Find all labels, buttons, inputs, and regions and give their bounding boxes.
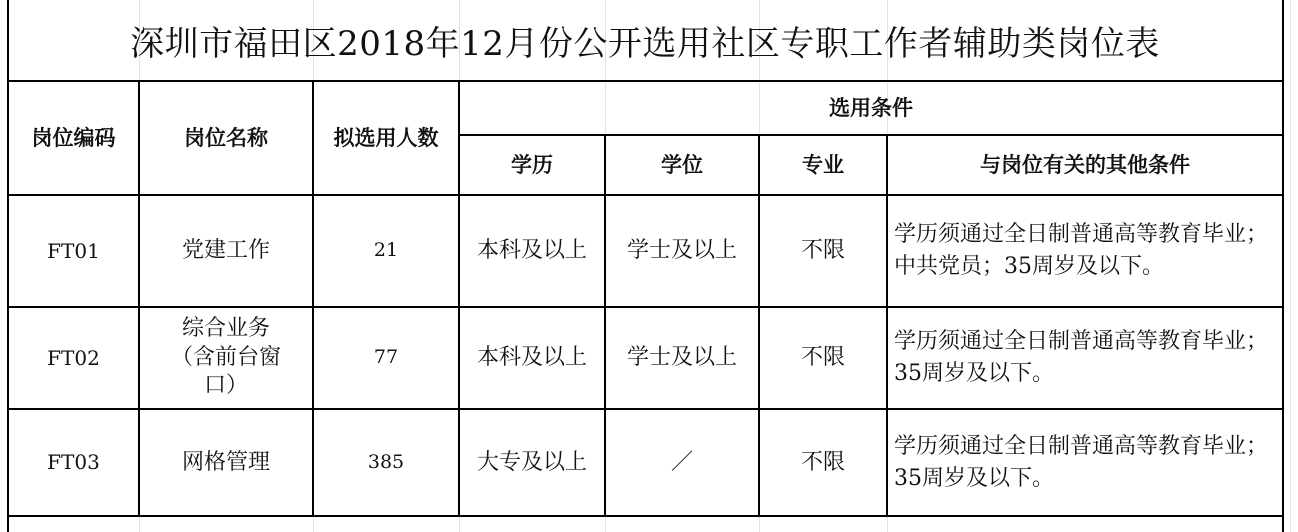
row2-count: 77 [373,346,399,369]
row1-degree: 学士及以上 [626,238,737,264]
header-degree: 学位 [661,152,703,177]
row1-name: 党建工作 [181,238,270,264]
row3-degree: ／ [670,449,693,475]
row2-education: 本科及以上 [476,345,587,371]
header-name: 岗位名称 [184,125,268,150]
header-other: 与岗位有关的其他条件 [980,152,1190,177]
row2-name: 综合业务（含前台窗口） [170,316,281,399]
row2-major: 不限 [800,345,845,371]
row1-code: FT01 [47,238,100,263]
row2-code: FT02 [47,345,100,370]
page-title: 深圳市福田区2018年12月份公开选用社区专职工作者辅助类岗位表 [130,23,1160,64]
row2-degree: 学士及以上 [626,345,737,371]
row3-count: 385 [367,450,405,473]
row3-major: 不限 [800,449,845,475]
row3-other: 学历须通过全日制普通高等教育毕业；35周岁及以下。 [894,433,1269,491]
row3-name: 网格管理 [181,449,270,475]
header-education: 学历 [511,152,553,177]
row1-education: 本科及以上 [476,238,587,264]
header-count: 拟选用人数 [333,125,439,150]
header-major: 专业 [802,152,844,177]
row3-code: FT03 [47,450,100,474]
row3-education: 大专及以上 [476,449,587,475]
header-conditions: 选用条件 [829,95,913,120]
row2-other: 学历须通过全日制普通高等教育毕业；35周岁及以下。 [894,329,1269,386]
sheet-gridline [1290,0,1291,532]
table-border [7,515,1284,517]
row1-major: 不限 [800,238,845,264]
header-code: 岗位编码 [31,125,116,150]
row1-other: 学历须通过全日制普通高等教育毕业；中共党员；35周岁及以下。 [894,222,1269,279]
row1-count: 21 [373,239,399,262]
